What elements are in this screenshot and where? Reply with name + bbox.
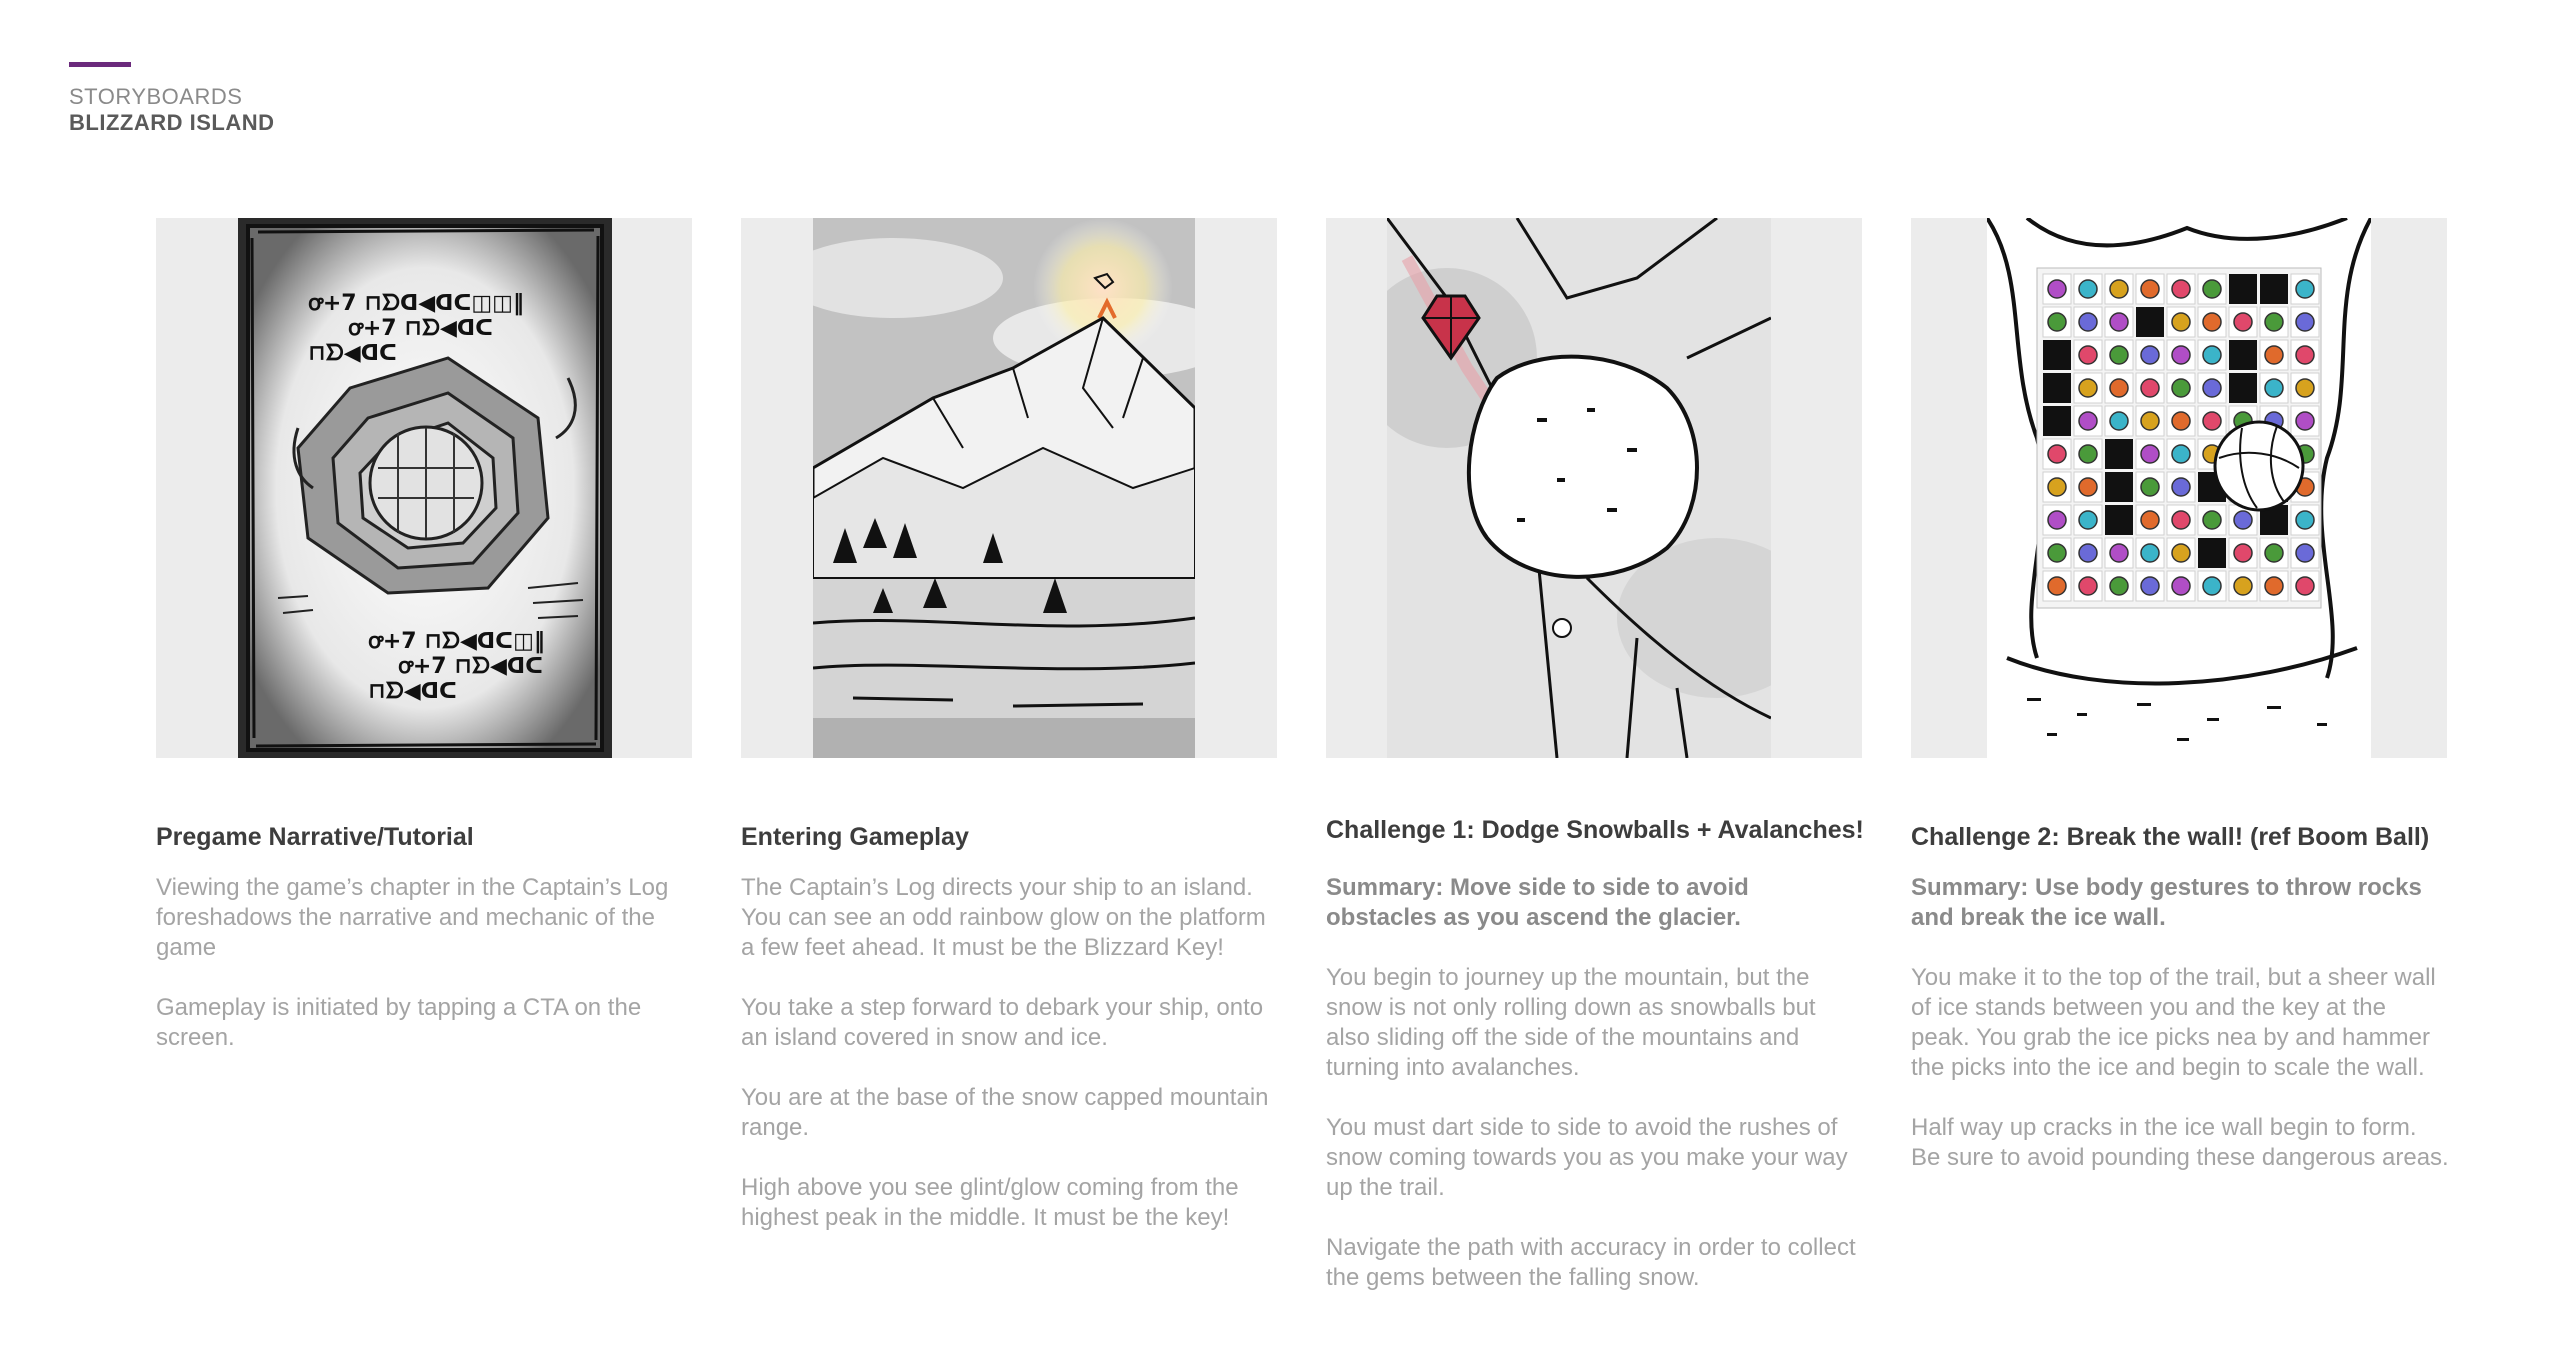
ice-crack-tile <box>2198 538 2226 568</box>
gem-ice-wall-sketch <box>1987 218 2371 758</box>
frame-3-description <box>1326 873 1866 1323</box>
gem-icon <box>2079 412 2097 430</box>
ice-crack-tile <box>2229 373 2257 403</box>
gem-icon <box>2296 577 2314 595</box>
ball-icon <box>2215 422 2303 510</box>
gem-icon <box>2265 577 2283 595</box>
gem-icon <box>2296 544 2314 562</box>
ice-crack-tile <box>2105 472 2133 502</box>
frame-1-title: Pregame Narrative/Tutorial <box>156 823 474 851</box>
gem-icon <box>2141 445 2159 463</box>
frame-2-title: Entering Gameplay <box>741 823 969 851</box>
gem-icon <box>2079 544 2097 562</box>
frame-2-description <box>741 873 1281 1263</box>
gem-icon <box>2141 379 2159 397</box>
frame-1-description <box>156 873 696 1083</box>
gem-icon <box>2203 346 2221 364</box>
gem-icon <box>2172 478 2190 496</box>
ice-crack-tile <box>2136 307 2164 337</box>
gem-icon <box>2296 412 2314 430</box>
storyboard-frame-2 <box>741 218 1277 758</box>
ice-crack-tile <box>2105 439 2133 469</box>
frame-4-summary: Summary: Use body gestures to throw rocks and break the ice wall. <box>1911 874 2422 931</box>
deck-title: BLIZZARD ISLAND <box>69 110 275 135</box>
gem-icon <box>2172 577 2190 595</box>
gem-icon <box>2141 346 2159 364</box>
gem-icon <box>2172 412 2190 430</box>
gem-icon <box>2265 379 2283 397</box>
ice-crack-tile <box>2043 373 2071 403</box>
gem-icon <box>2110 412 2128 430</box>
gem-icon <box>2234 577 2252 595</box>
gem-icon <box>2079 478 2097 496</box>
ice-crack-tile <box>2043 340 2071 370</box>
storyboard-frame-1 <box>156 218 692 758</box>
gem-icon <box>2048 313 2066 331</box>
frame-1-paragraph: Gameplay is initiated by tapping a CTA on the screen. <box>156 994 642 1051</box>
ice-crack-tile <box>2229 274 2257 304</box>
glyph-line-top-1: ꝍ+7 ⊓ᗤᗡ◀ᗡᑕ◫◫‖ <box>308 291 524 316</box>
gem-icon <box>2203 313 2221 331</box>
gem-icon <box>2265 313 2283 331</box>
gem-icon <box>2296 379 2314 397</box>
gem-icon <box>2048 511 2066 529</box>
frame-4-paragraph: You make it to the top of the trail, but a sheer wall of ice stands between you and the key at the peak. You grab the ice picks nea by and hammer the picks into the ice and begin to scale the wall. <box>1911 964 2436 1081</box>
gem-icon <box>2172 379 2190 397</box>
gem-icon <box>2079 511 2097 529</box>
ice-crack-tile <box>2260 274 2288 304</box>
glyph-line-top-2: ꝍ+7 ⊓ᗤ◀ᗡᑕ <box>348 316 494 341</box>
gem-icon <box>2110 577 2128 595</box>
gem-icon <box>2141 511 2159 529</box>
gem-icon <box>2110 346 2128 364</box>
gem-icon <box>2203 511 2221 529</box>
gem-icon <box>2296 511 2314 529</box>
frame-2-paragraph: You are at the base of the snow capped mountain range. <box>741 1084 1269 1141</box>
snowball-avalanche-sketch <box>1387 218 1771 758</box>
frame-3-summary: Summary: Move side to side to avoid obstacles as you ascend the glacier. <box>1326 874 1749 931</box>
ice-crack-tile <box>2043 406 2071 436</box>
glyph-line-top-3: ⊓ᗤ◀ᗡᑕ <box>308 341 397 366</box>
glyph-line-bottom-2: ꝍ+7 ⊓ᗤ◀ᗡᑕ <box>398 654 544 679</box>
ice-crack-tile <box>2105 505 2133 535</box>
gem-icon <box>2079 445 2097 463</box>
gem-icon <box>2203 379 2221 397</box>
frame-3-title: Challenge 1: Dodge Snowballs + Avalanches! <box>1326 816 1864 844</box>
ice-crack-tile <box>2229 340 2257 370</box>
gem-icon <box>2079 280 2097 298</box>
gem-icon <box>2172 544 2190 562</box>
section-kicker: STORYBOARDS <box>69 84 243 109</box>
gem-icon <box>2048 577 2066 595</box>
frame-2-paragraph: High above you see glint/glow coming from the highest peak in the middle. It must be the key! <box>741 1174 1239 1231</box>
gem-icon <box>2048 478 2066 496</box>
gem-icon <box>2110 544 2128 562</box>
gem-icon <box>2079 346 2097 364</box>
gem-icon <box>2079 379 2097 397</box>
gem-icon <box>2172 280 2190 298</box>
gem-icon <box>2296 280 2314 298</box>
gem-icon <box>2048 280 2066 298</box>
gem-icon <box>2203 280 2221 298</box>
gem-icon <box>2110 313 2128 331</box>
gem-icon <box>2141 577 2159 595</box>
gem-icon <box>2048 445 2066 463</box>
frame-3-paragraph: You begin to journey up the mountain, but the snow is not only rolling down as snowballs but also sliding off the side of the mountains and turning into avalanches. <box>1326 964 1816 1081</box>
gem-icon <box>2234 511 2252 529</box>
gem-icon <box>2172 511 2190 529</box>
gem-icon <box>2110 280 2128 298</box>
storyboard-frame-4 <box>1911 218 2447 758</box>
frame-3-paragraph: You must dart side to side to avoid the rushes of snow coming towards you as you make your way up the trail. <box>1326 1114 1848 1201</box>
header-accent-bar <box>69 62 131 67</box>
gem-icon <box>2172 313 2190 331</box>
gem-icon <box>2110 379 2128 397</box>
frame-4-title: Challenge 2: Break the wall! (ref Boom Ball) <box>1911 823 2430 851</box>
gem-icon <box>2203 412 2221 430</box>
gem-icon <box>2296 313 2314 331</box>
glyph-line-bottom-1: ꝍ+7 ⊓ᗤ◀ᗡᑕ◫‖ <box>368 629 545 654</box>
gem-icon <box>2141 280 2159 298</box>
glyph-line-bottom-3: ⊓ᗤ◀ᗡᑕ <box>368 679 457 704</box>
frame-4-description <box>1911 873 2451 1203</box>
storyboard-frame-3 <box>1326 218 1862 758</box>
frame-3-paragraph: Navigate the path with accuracy in order to collect the gems between the falling snow. <box>1326 1234 1856 1291</box>
gem-icon <box>2172 445 2190 463</box>
gem-icon <box>2048 544 2066 562</box>
frame-1-paragraph: Viewing the game’s chapter in the Captain’s Log foreshadows the narrative and mechanic of the game <box>156 874 669 961</box>
gem-icon <box>2172 346 2190 364</box>
mountain-range-sketch <box>813 218 1195 758</box>
gem-icon <box>2079 577 2097 595</box>
captains-log-sketch <box>238 218 612 758</box>
frame-4-paragraph: Half way up cracks in the ice wall begin to form. Be sure to avoid pounding these dangerous areas. <box>1911 1114 2449 1171</box>
gem-icon <box>2141 412 2159 430</box>
gem-icon <box>2265 544 2283 562</box>
gem-icon <box>2234 313 2252 331</box>
gem-icon <box>2234 544 2252 562</box>
gem-icon <box>2296 346 2314 364</box>
gem-icon <box>2203 577 2221 595</box>
gem-icon <box>2141 544 2159 562</box>
gem-icon <box>2079 313 2097 331</box>
frame-2-paragraph: You take a step forward to debark your ship, onto an island covered in snow and ice. <box>741 994 1264 1051</box>
frame-2-paragraph: The Captain’s Log directs your ship to an island. You can see an odd rainbow glow on the platform a few feet ahead. It must be the Blizzard Key! <box>741 874 1266 961</box>
gem-icon <box>2265 346 2283 364</box>
gem-icon <box>2141 478 2159 496</box>
